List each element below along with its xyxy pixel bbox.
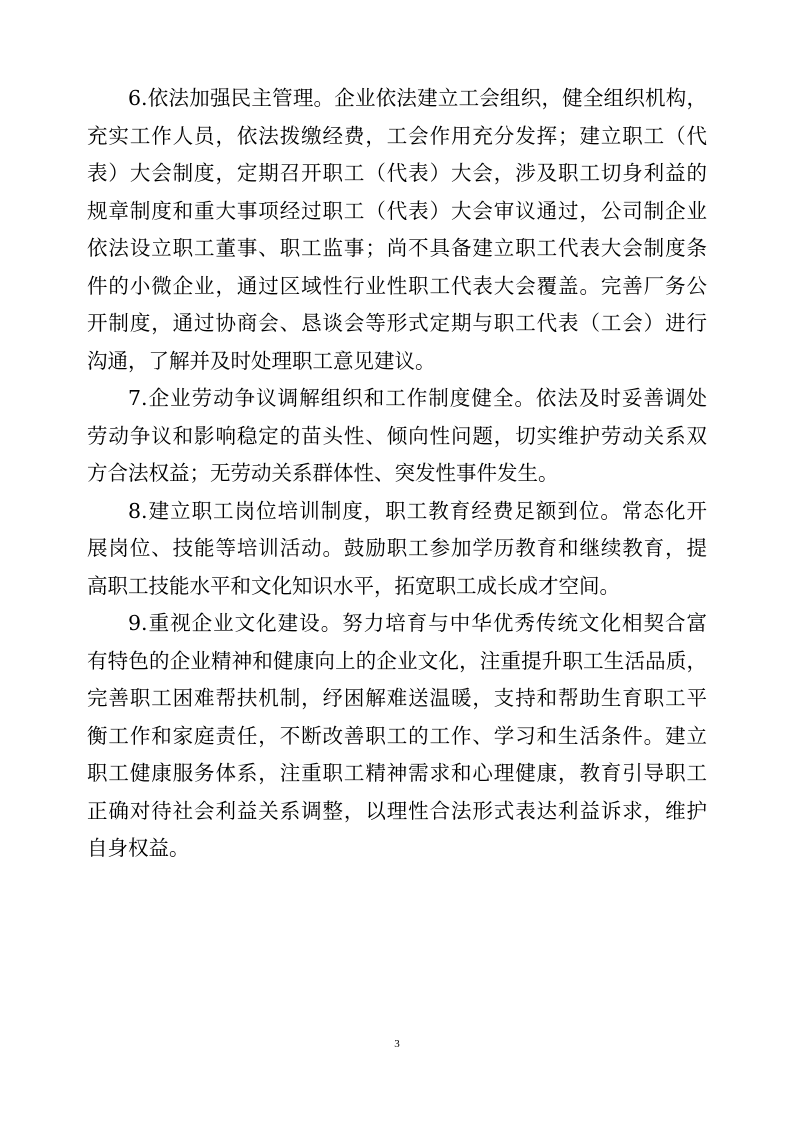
text-line: 沟通，了解并及时处理职工意见建议。 — [87, 348, 436, 373]
text-line: 高职工技能水平和文化知识水平，拓宽职工成长成才空间。 — [87, 573, 620, 598]
text-line: 规章制度和重大事项经过职工（代表）大会审议通过，公司制企业 — [87, 198, 707, 223]
text-line: 正确对待社会利益关系调整，以理性合法形式表达利益诉求，维护 — [87, 798, 707, 823]
text-line: 职工健康服务体系，注重职工精神需求和心理健康，教育引导职工 — [87, 761, 707, 785]
text-line: 展岗位、技能等培训活动。鼓励职工参加学历教育和继续教育，提 — [87, 536, 707, 560]
text-line: 9.重视企业文化建设。努力培育与中华优秀传统文化相契合富 — [128, 611, 707, 635]
text-line: 劳动争议和影响稳定的苗头性、倾向性问题，切实维护劳动关系双 — [87, 423, 707, 448]
paragraph-7-labor-dispute-mediation — [87, 380, 707, 493]
document-body — [87, 80, 707, 868]
text-line: 自身权益。 — [87, 836, 190, 860]
text-line: 衡工作和家庭责任，不断改善职工的工作、学习和生活条件。建立 — [87, 723, 707, 748]
text-line: 有特色的企业精神和健康向上的企业文化，注重提升职工生活品质， — [87, 648, 707, 673]
text-line: 表）大会制度，定期召开职工（代表）大会，涉及职工切身利益的 — [87, 161, 707, 185]
text-line: 方合法权益；无劳动关系群体性、突发性事件发生。 — [87, 461, 559, 485]
text-line: 6.依法加强民主管理。企业依法建立工会组织，健全组织机构， — [128, 86, 707, 110]
paragraph-9-corporate-culture — [87, 605, 707, 868]
text-line: 7.企业劳动争议调解组织和工作制度健全。依法及时妥善调处 — [128, 386, 707, 410]
text-line: 8.建立职工岗位培训制度，职工教育经费足额到位。常态化开 — [128, 498, 707, 523]
paragraph-8-job-training — [87, 493, 707, 606]
text-line: 件的小微企业，通过区域性行业性职工代表大会覆盖。完善厂务公 — [87, 273, 707, 298]
text-line: 完善职工困难帮扶机制，纾困解难送温暖，支持和帮助生育职工平 — [87, 686, 707, 710]
text-line: 充实工作人员，依法拨缴经费，工会作用充分发挥；建立职工（代 — [87, 123, 707, 148]
paragraph-6-democratic-management — [87, 80, 707, 380]
text-line: 开制度，通过协商会、恳谈会等形式定期与职工代表（工会）进行 — [87, 311, 707, 335]
page-number: 3 — [394, 1038, 400, 1050]
text-line: 依法设立职工董事、职工监事；尚不具备建立职工代表大会制度条 — [87, 236, 707, 260]
